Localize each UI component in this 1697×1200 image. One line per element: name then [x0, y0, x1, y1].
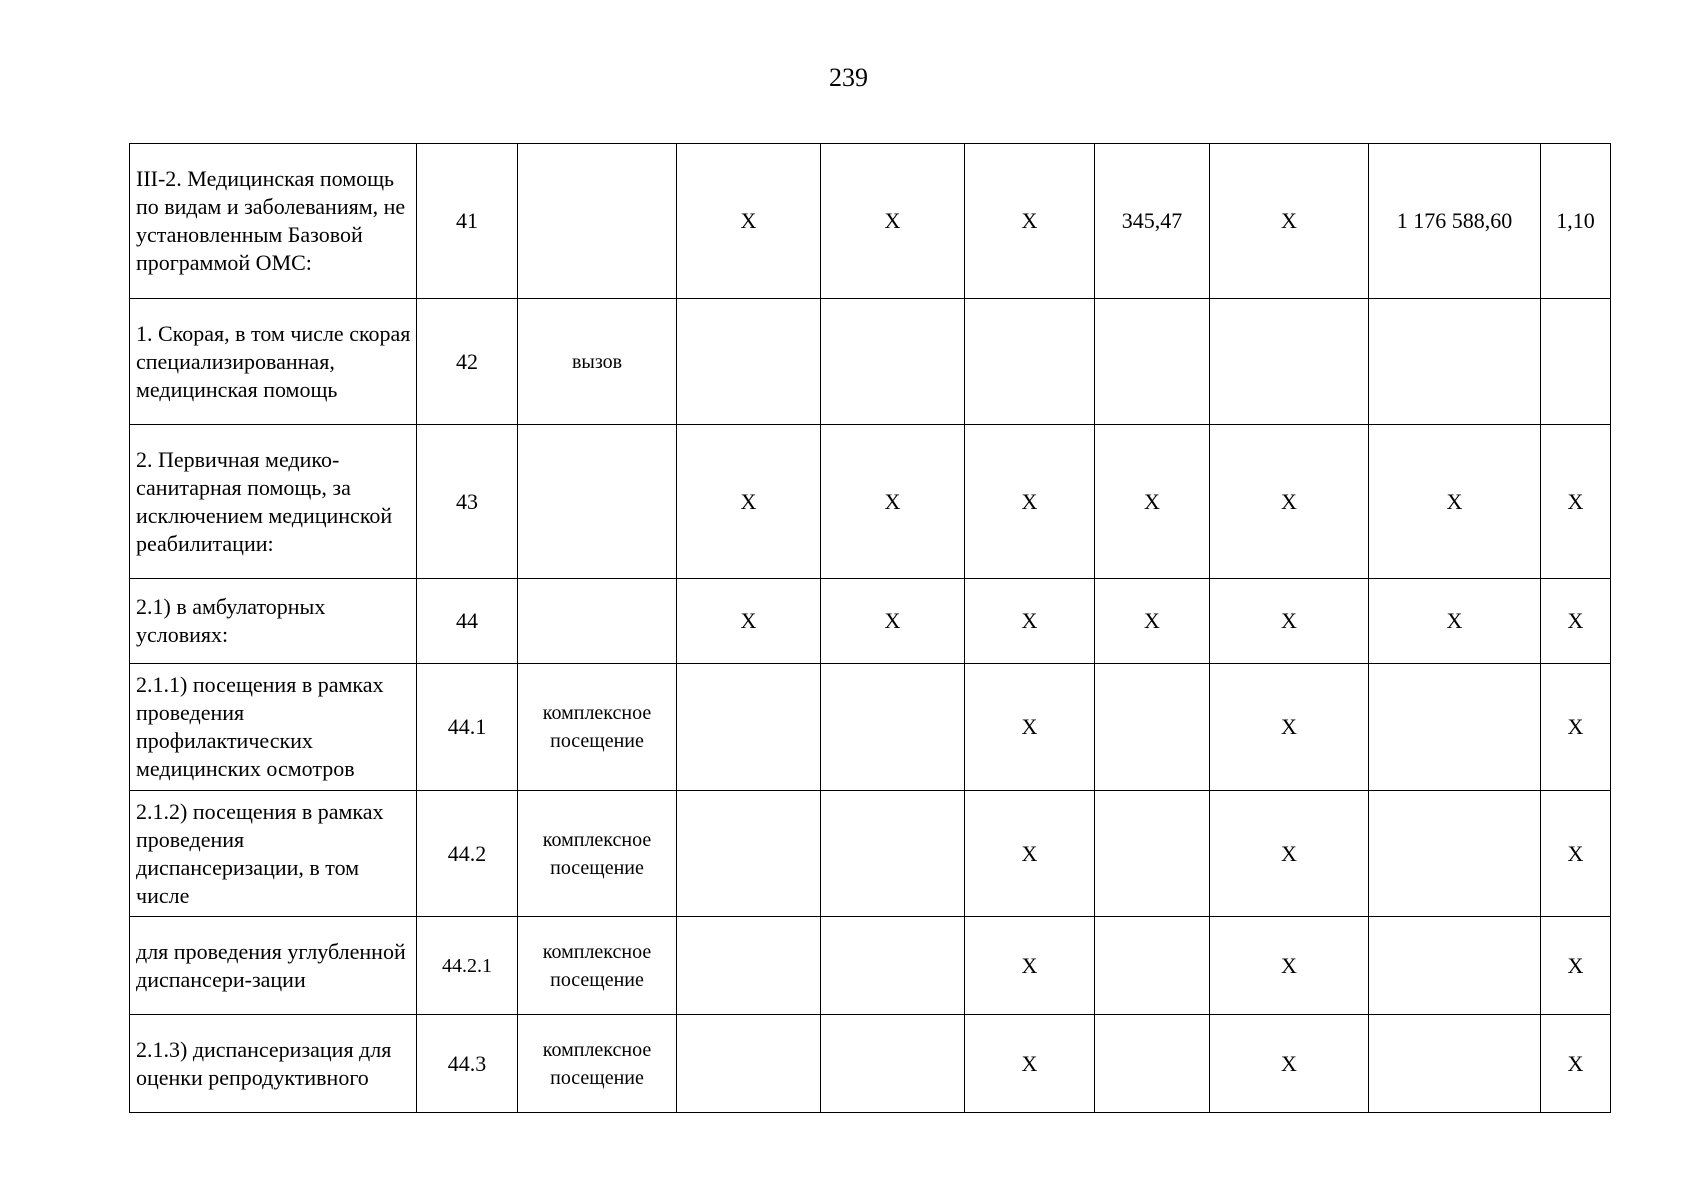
row-value-cell: Х: [1210, 791, 1369, 917]
row-value-cell: [821, 664, 965, 791]
row-value-cell: [677, 917, 821, 1015]
row-value-cell: Х: [1541, 579, 1611, 664]
row-value-cell: Х: [1210, 579, 1369, 664]
row-value-cell: [677, 664, 821, 791]
row-unit-cell: [518, 425, 677, 579]
row-value-cell: Х: [965, 425, 1095, 579]
table-row: [130, 144, 1611, 299]
table-row: [130, 664, 1611, 791]
table-row: [130, 917, 1611, 1015]
row-value-cell: Х: [965, 664, 1095, 791]
page-number: 239: [829, 63, 868, 92]
row-name-cell: 2.1) в амбулаторных условиях:: [130, 579, 417, 664]
row-value-cell: [1369, 791, 1541, 917]
row-value-cell: Х: [677, 144, 821, 299]
row-value-cell: 1 176 588,60: [1369, 144, 1541, 299]
row-unit-cell: комплексное посещение: [518, 1015, 677, 1113]
row-value-cell: Х: [1541, 791, 1611, 917]
row-unit-cell: комплексное посещение: [518, 791, 677, 917]
row-unit-cell: [518, 579, 677, 664]
row-value-cell: Х: [1369, 579, 1541, 664]
row-value-cell: Х: [821, 144, 965, 299]
row-value-cell: 1,10: [1541, 144, 1611, 299]
row-name-cell: 1. Скорая, в том числе скорая специализированная, медицинская помощь: [130, 299, 417, 425]
row-line-number-cell: 44.2: [417, 791, 518, 917]
row-value-cell: [677, 299, 821, 425]
row-value-cell: [1095, 299, 1210, 425]
row-value-cell: Х: [1210, 1015, 1369, 1113]
row-value-cell: [1095, 791, 1210, 917]
row-value-cell: Х: [1210, 917, 1369, 1015]
row-name-cell: III-2. Медицинская помощь по видам и заболеваниям, не установленным Базовой программой ОМС:: [130, 144, 417, 299]
row-value-cell: Х: [1210, 144, 1369, 299]
row-name-cell: 2.1.3) диспансеризация для оценки репродуктивного: [130, 1015, 417, 1113]
row-value-cell: Х: [965, 917, 1095, 1015]
row-value-cell: Х: [1541, 1015, 1611, 1113]
row-value-cell: [1369, 917, 1541, 1015]
table-row: [130, 791, 1611, 917]
table-row: [130, 299, 1611, 425]
row-unit-cell: комплексное посещение: [518, 664, 677, 791]
row-unit-cell: [518, 144, 677, 299]
row-value-cell: Х: [1541, 425, 1611, 579]
row-value-cell: [1541, 299, 1611, 425]
row-value-cell: Х: [1369, 425, 1541, 579]
row-value-cell: [677, 1015, 821, 1113]
row-value-cell: [1095, 1015, 1210, 1113]
row-value-cell: Х: [1095, 425, 1210, 579]
table-row: [130, 425, 1611, 579]
row-line-number-cell: 44.2.1: [417, 917, 518, 1015]
row-value-cell: Х: [1210, 664, 1369, 791]
row-value-cell: Х: [1210, 425, 1369, 579]
table-row: [130, 1015, 1611, 1113]
row-value-cell: Х: [821, 425, 965, 579]
row-value-cell: [1369, 1015, 1541, 1113]
row-value-cell: Х: [965, 791, 1095, 917]
row-value-cell: 345,47: [1095, 144, 1210, 299]
row-value-cell: Х: [677, 425, 821, 579]
row-line-number-cell: 41: [417, 144, 518, 299]
row-value-cell: Х: [965, 1015, 1095, 1113]
row-name-cell: 2.1.2) посещения в рамках проведения диспансеризации, в том числе: [130, 791, 417, 917]
row-value-cell: Х: [965, 144, 1095, 299]
data-table: [129, 143, 1611, 1113]
row-value-cell: [821, 917, 965, 1015]
row-value-cell: [677, 791, 821, 917]
row-unit-cell: комплексное посещение: [518, 917, 677, 1015]
row-name-cell: 2.1.1) посещения в рамках проведения профилактических медицинских осмотров: [130, 664, 417, 791]
row-value-cell: Х: [1095, 579, 1210, 664]
row-value-cell: Х: [1541, 917, 1611, 1015]
row-value-cell: [1095, 664, 1210, 791]
row-line-number-cell: 42: [417, 299, 518, 425]
row-value-cell: [965, 299, 1095, 425]
row-value-cell: [821, 791, 965, 917]
row-name-cell: для проведения углубленной диспансери-зации: [130, 917, 417, 1015]
table-row: [130, 579, 1611, 664]
row-value-cell: Х: [1541, 664, 1611, 791]
row-value-cell: Х: [677, 579, 821, 664]
row-value-cell: Х: [821, 579, 965, 664]
row-value-cell: [821, 1015, 965, 1113]
row-line-number-cell: 43: [417, 425, 518, 579]
row-value-cell: [1369, 299, 1541, 425]
row-unit-cell: вызов: [518, 299, 677, 425]
row-value-cell: [1369, 664, 1541, 791]
row-value-cell: [1095, 917, 1210, 1015]
row-value-cell: [1210, 299, 1369, 425]
row-name-cell: 2. Первичная медико-санитарная помощь, за исключением медицинской реабилитации:: [130, 425, 417, 579]
row-value-cell: Х: [965, 579, 1095, 664]
row-line-number-cell: 44.3: [417, 1015, 518, 1113]
row-line-number-cell: 44: [417, 579, 518, 664]
row-line-number-cell: 44.1: [417, 664, 518, 791]
row-value-cell: [821, 299, 965, 425]
